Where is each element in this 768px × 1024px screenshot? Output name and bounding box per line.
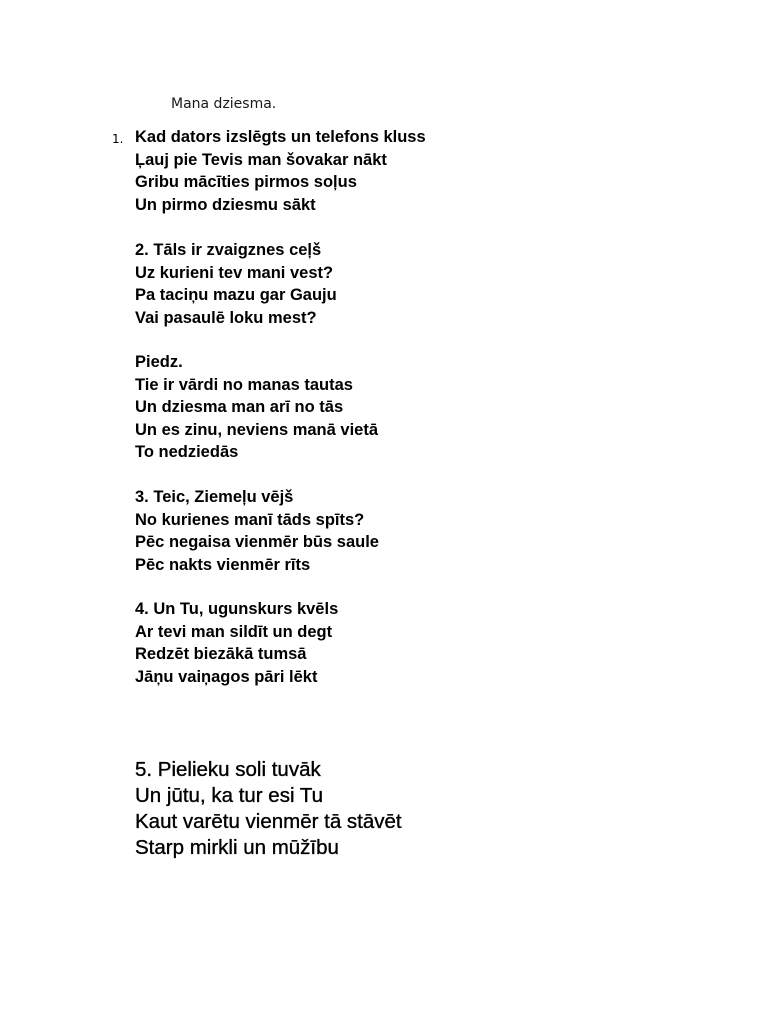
stanza-line: Pēc nakts vienmēr rīts	[135, 555, 311, 574]
stanza-line: 4. Un Tu, ugunskurs kvēls	[135, 600, 339, 618]
list-number: 1.	[112, 132, 124, 146]
stanza-3	[135, 486, 379, 576]
stanza-line: To nedziedās	[135, 443, 239, 461]
stanza-line: Redzēt biezākā tumsā	[135, 645, 307, 663]
stanza-line: Vai pasaulē loku mest?	[135, 308, 317, 327]
stanza-line: Jāņu vaiņagos pāri lēkt	[135, 667, 318, 686]
stanza-line: Pēc negaisa vienmēr būs saule	[135, 533, 379, 551]
stanza-line: 3. Teic, Ziemeļu vējš	[135, 488, 294, 506]
stanza-line: Un dziesma man arī no tās	[135, 398, 344, 416]
stanza-5	[135, 757, 402, 861]
stanza-line: Tie ir vārdi no manas tautas	[135, 375, 353, 394]
stanza-line: Ar tevi man sildīt un degt	[135, 622, 333, 641]
stanza-line: Starp mirkli un mūžību	[135, 836, 339, 859]
document-title: Mana dziesma.	[171, 96, 277, 112]
stanza-line: Ļauj pie Tevis man šovakar nākt	[135, 150, 387, 169]
stanza-line: 5. Pielieku soli tuvāk	[135, 758, 321, 781]
stanza-line: 2. Tāls ir zvaigznes ceļš	[135, 241, 322, 259]
chorus-label: Piedz.	[135, 353, 183, 371]
stanza-line: Un pirmo dziesmu sākt	[135, 195, 316, 214]
stanza-line: Pa taciņu mazu gar Gauju	[135, 286, 337, 304]
stanza-line: Un es zinu, neviens manā vietā	[135, 420, 379, 439]
stanza-line: Un jūtu, ka tur esi Tu	[135, 784, 324, 807]
stanza-line: Kaut varētu vienmēr tā stāvēt	[135, 810, 402, 833]
stanza-line: No kurienes manī tāds spīts?	[135, 510, 365, 529]
stanza-line: Uz kurieni tev mani vest?	[135, 263, 334, 282]
stanza-chorus	[135, 351, 378, 464]
stanza-1	[135, 126, 426, 216]
stanza-2	[135, 239, 337, 329]
stanza-line: Kad dators izslēgts un telefons kluss	[135, 128, 426, 146]
stanza-line: Gribu mācīties pirmos soļus	[135, 173, 357, 191]
stanza-4	[135, 598, 338, 688]
